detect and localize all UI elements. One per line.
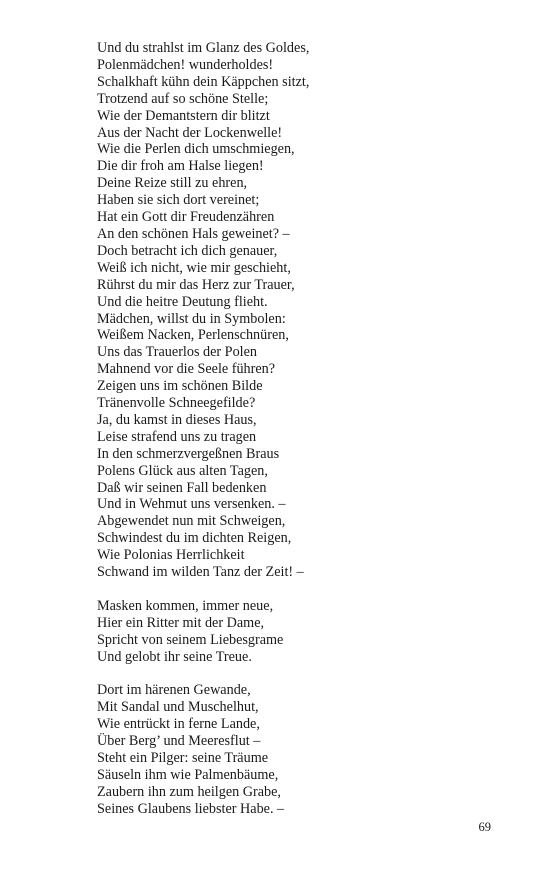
poem-text <box>97 40 497 818</box>
poem-line: Zeigen uns im schönen Bilde <box>97 378 263 395</box>
poem-line: Ja, du kamst in dieses Haus, <box>97 411 257 428</box>
stanza-2 <box>97 598 497 666</box>
poem-line: Mädchen, willst du in Symbolen: <box>97 310 286 327</box>
poem-line: Doch betracht ich dich genauer, <box>97 242 278 259</box>
poem-line: Seines Glaubens liebster Habe. – <box>97 800 285 817</box>
poem-line: Masken kommen, immer neue, <box>97 597 274 614</box>
poem-line: Rührst du mir das Herz zur Trauer, <box>97 276 295 293</box>
poem-line: Säuseln ihm wie Palmenbäume, <box>97 766 279 783</box>
poem-line: Und die heitre Deutung flieht. <box>97 293 268 310</box>
poem-line: Zaubern ihn zum heilgen Grabe, <box>97 783 281 800</box>
poem-line: Spricht von seinem Liebesgrame <box>97 631 284 648</box>
poem-line: Polenmädchen! wunderholdes! <box>97 56 274 73</box>
poem-line: Schalkhaft kühn dein Käppchen sitzt, <box>97 73 310 90</box>
poem-line: Trotzend auf so schöne Stelle; <box>97 90 269 107</box>
poem-line: Weiß ich nicht, wie mir geschieht, <box>97 259 291 276</box>
poem-line: Uns das Trauerlos der Polen <box>97 344 257 361</box>
poem-line: Hat ein Gott dir Freudenzähren <box>97 209 275 226</box>
page-number: 69 <box>478 820 491 834</box>
poem-line: An den schönen Hals geweinet? – <box>97 225 290 242</box>
stanza-3 <box>97 682 497 817</box>
poem-line: Abgewendet nun mit Schweigen, <box>97 513 286 530</box>
poem-line: Die dir froh am Halse liegen! <box>97 158 264 175</box>
poem-line: Weißem Nacken, Perlenschnüren, <box>97 327 289 344</box>
poem-line: Mit Sandal und Muschelhut, <box>97 699 259 716</box>
poem-line: Wie Polonias Herrlichkeit <box>97 547 245 564</box>
poem-line: Wie entrückt in ferne Lande, <box>97 716 260 733</box>
poem-line: Leise strafend uns zu tragen <box>97 428 257 445</box>
poem-line: Und gelobt ihr seine Treue. <box>97 648 252 665</box>
poem-line: Daß wir seinen Fall bedenken <box>97 479 267 496</box>
poem-line: Wie der Demantstern dir blitzt <box>97 107 270 124</box>
poem-line: Und du strahlst im Glanz des Goldes, <box>97 40 310 56</box>
poem-line: In den schmerzvergeßnen Braus <box>97 445 280 462</box>
poem-line: Tränenvolle Schneegefilde? <box>97 395 256 412</box>
poem-line: Dort im härenen Gewande, <box>97 682 251 699</box>
poem-line: Mahnend vor die Seele führen? <box>97 361 276 378</box>
stanza-1 <box>97 40 497 581</box>
poem-line: Polens Glück aus alten Tagen, <box>97 462 268 479</box>
poem-line: Haben sie sich dort vereinet; <box>97 192 260 209</box>
poem-line: Aus der Nacht der Lockenwelle! <box>97 124 283 141</box>
poem-line: Schwand im wilden Tanz der Zeit! – <box>97 564 304 581</box>
poem-line: Schwindest du im dichten Reigen, <box>97 530 292 547</box>
poem-line: Deine Reize still zu ehren, <box>97 175 248 192</box>
poem-line: Wie die Perlen dich umschmiegen, <box>97 141 295 158</box>
poem-line: Steht ein Pilger: seine Träume <box>97 750 269 767</box>
poem-line: Über Berg’ und Meeresflut – <box>97 733 261 750</box>
poem-line: Und in Wehmut uns versenken. – <box>97 496 286 513</box>
poem-line: Hier ein Ritter mit der Dame, <box>97 614 265 631</box>
